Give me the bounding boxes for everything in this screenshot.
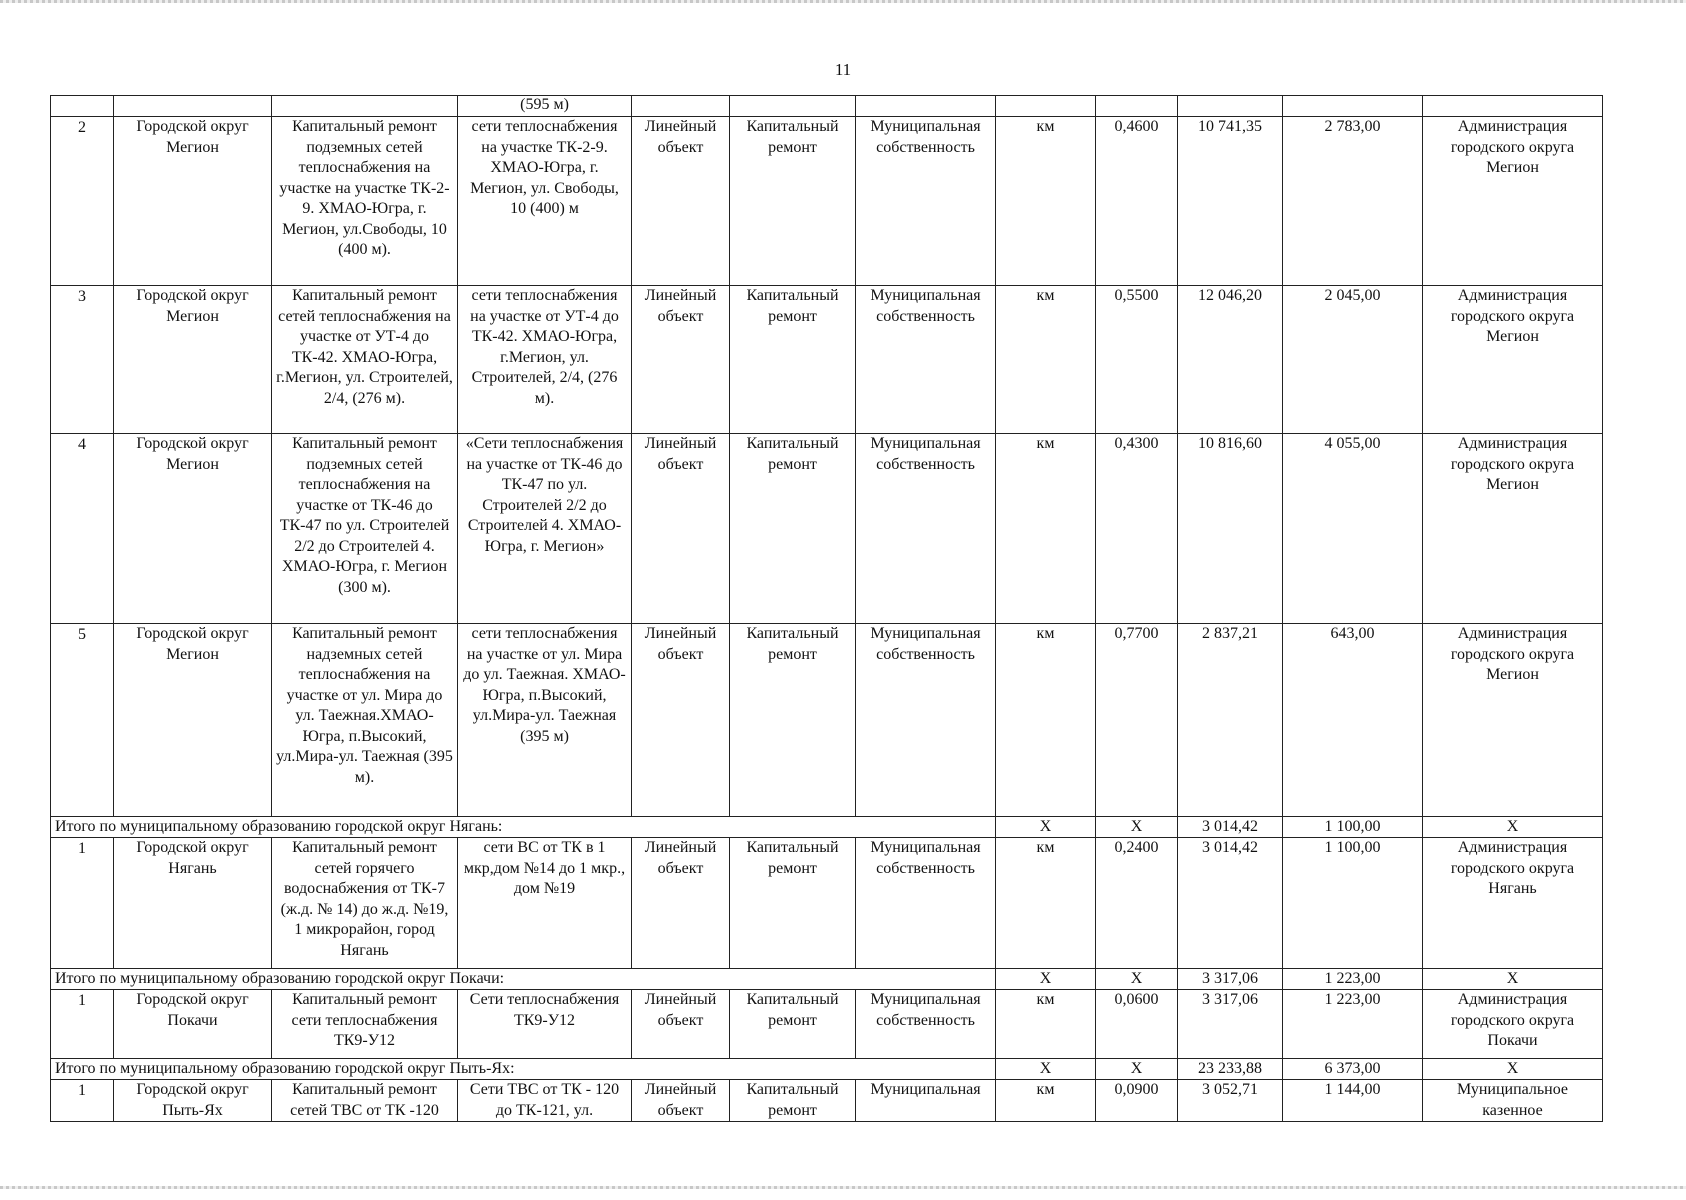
object-type-cell: Линейный объект (632, 434, 730, 624)
object-type-cell: Линейный объект (632, 990, 730, 1059)
work-cell: Капитальный ремонт подземных сетей теплоснабжения на участке от ТК-46 до ТК-47 по ул. Строителей 2/2 до Строителей 4. ХМАО-Югра, г. Мегион (300 м). (272, 434, 458, 624)
district-cell: Городской округ Мегион (114, 286, 272, 434)
table-row (51, 286, 1603, 434)
row-number: 3 (51, 286, 114, 434)
customer-cell: Муниципальное казенное (1423, 1080, 1603, 1122)
object-cell: сети теплоснабжения на участке ТК-2-9. ХМАО-Югра, г. Мегион, ул. Свободы, 10 (400) м (458, 117, 632, 286)
length-cell: 0,4300 (1096, 434, 1178, 624)
district-cell: Городской округ Покачи (114, 990, 272, 1059)
cost-cell: 3 014,42 (1178, 838, 1283, 969)
subtotal-amount: 1 223,00 (1283, 969, 1423, 990)
unit-cell: км (996, 1080, 1096, 1122)
cost-cell: 12 046,20 (1178, 286, 1283, 434)
subtotal-unit: Х (996, 1059, 1096, 1080)
scan-artifact-top (0, 0, 1686, 3)
work-cell: Капитальный ремонт подземных сетей теплоснабжения на участке на участке ТК-2-9. ХМАО-Югра, г. Мегион, ул.Свободы, 10 (400 м). (272, 117, 458, 286)
amount-cell: 4 055,00 (1283, 434, 1423, 624)
district-cell: Городской округ Мегион (114, 624, 272, 817)
subtotal-unit: Х (996, 817, 1096, 838)
amount-cell: 1 144,00 (1283, 1080, 1423, 1122)
district-cell: Городской округ Мегион (114, 117, 272, 286)
length-cell: 0,0900 (1096, 1080, 1178, 1122)
table-row-continuation (51, 96, 1603, 117)
work-type-cell: Капитальный ремонт (730, 990, 856, 1059)
table-row (51, 624, 1603, 817)
ownership-cell: Муниципальная собственность (856, 117, 996, 286)
work-type-cell: Капитальный ремонт (730, 434, 856, 624)
unit-cell: км (996, 117, 1096, 286)
ownership-cell: Муниципальная собственность (856, 434, 996, 624)
amount-cell: 2 045,00 (1283, 286, 1423, 434)
customer-cell: Администрация городского округа Покачи (1423, 990, 1603, 1059)
cost-cell: 10 741,35 (1178, 117, 1283, 286)
work-type-cell: Капитальный ремонт (730, 624, 856, 817)
row-number: 1 (51, 1080, 114, 1122)
subtotal-label: Итого по муниципальному образованию городской округ Покачи: (51, 969, 996, 990)
length-cell: 0,5500 (1096, 286, 1178, 434)
table-row (51, 117, 1603, 286)
object-cell: сети теплоснабжения на участке от ул. Мира до ул. Таежная. ХМАО-Югра, п.Высокий, ул.Мира-ул. Таежная (395 м) (458, 624, 632, 817)
row-number: 2 (51, 117, 114, 286)
subtotal-customer: Х (1423, 1059, 1603, 1080)
work-cell: Капитальный ремонт сетей ТВС от ТК -120 (272, 1080, 458, 1122)
subtotal-length: Х (1096, 817, 1178, 838)
amount-cell: 1 223,00 (1283, 990, 1423, 1059)
subtotal-amount: 1 100,00 (1283, 817, 1423, 838)
length-cell: 0,2400 (1096, 838, 1178, 969)
subtotal-length: Х (1096, 969, 1178, 990)
customer-cell: Администрация городского округа Мегион (1423, 286, 1603, 434)
row-number: 1 (51, 990, 114, 1059)
subtotal-cost: 3 317,06 (1178, 969, 1283, 990)
table-row (51, 434, 1603, 624)
unit-cell: км (996, 434, 1096, 624)
subtotal-label: Итого по муниципальному образованию городской округ Нягань: (51, 817, 996, 838)
object-type-cell: Линейный объект (632, 624, 730, 817)
district-cell: Городской округ Пыть-Ях (114, 1080, 272, 1122)
amount-cell: 2 783,00 (1283, 117, 1423, 286)
object-type-cell: Линейный объект (632, 1080, 730, 1122)
subtotal-row-pokachi (51, 969, 1603, 990)
object-cell: Сети ТВС от ТК - 120 до ТК-121, ул. (458, 1080, 632, 1122)
cost-cell: 2 837,21 (1178, 624, 1283, 817)
length-cell: 0,4600 (1096, 117, 1178, 286)
table-row (51, 990, 1603, 1059)
table-row (51, 1080, 1603, 1122)
subtotal-label: Итого по муниципальному образованию городской округ Пыть-Ях: (51, 1059, 996, 1080)
row-number: 5 (51, 624, 114, 817)
customer-cell: Администрация городского округа Нягань (1423, 838, 1603, 969)
unit-cell: км (996, 286, 1096, 434)
subtotal-row-pytyah (51, 1059, 1603, 1080)
object-cell: сети ВС от ТК в 1 мкр,дом №14 до 1 мкр., дом №19 (458, 838, 632, 969)
page-number: 11 (834, 60, 852, 79)
work-cell: Капитальный ремонт сетей теплоснабжения на участке от УТ-4 до ТК-42. ХМАО-Югра, г.Мегион, ул. Строителей, 2/4, (276 м). (272, 286, 458, 434)
work-type-cell: Капитальный ремонт (730, 838, 856, 969)
ownership-cell: Муниципальная собственность (856, 990, 996, 1059)
cost-cell: 3 317,06 (1178, 990, 1283, 1059)
subtotal-cost: 23 233,88 (1178, 1059, 1283, 1080)
object-cell: Сети теплоснабжения ТК9-У12 (458, 990, 632, 1059)
district-cell: Городской округ Нягань (114, 838, 272, 969)
unit-cell: км (996, 624, 1096, 817)
ownership-cell: Муниципальная собственность (856, 624, 996, 817)
object-cell: (595 м) (458, 96, 632, 117)
work-type-cell: Капитальный ремонт (730, 117, 856, 286)
cost-cell: 10 816,60 (1178, 434, 1283, 624)
amount-cell: 1 100,00 (1283, 838, 1423, 969)
work-type-cell: Капитальный ремонт (730, 1080, 856, 1122)
customer-cell: Администрация городского округа Мегион (1423, 624, 1603, 817)
object-type-cell: Линейный объект (632, 286, 730, 434)
work-cell: Капитальный ремонт надземных сетей теплоснабжения на участке от ул. Мира до ул. Таежная.ХМАО-Югра, п.Высокий, ул.Мира-ул. Таежная (395 м). (272, 624, 458, 817)
object-type-cell: Линейный объект (632, 117, 730, 286)
unit-cell: км (996, 990, 1096, 1059)
unit-cell: км (996, 838, 1096, 969)
subtotal-customer: Х (1423, 969, 1603, 990)
subtotal-cost: 3 014,42 (1178, 817, 1283, 838)
subtotal-unit: Х (996, 969, 1096, 990)
subtotal-customer: Х (1423, 817, 1603, 838)
subtotal-amount: 6 373,00 (1283, 1059, 1423, 1080)
ownership-cell: Муниципальная собственность (856, 286, 996, 434)
row-number: 4 (51, 434, 114, 624)
cost-cell: 3 052,71 (1178, 1080, 1283, 1122)
customer-cell: Администрация городского округа Мегион (1423, 434, 1603, 624)
ownership-cell: Муниципальная (856, 1080, 996, 1122)
table-row (51, 838, 1603, 969)
amount-cell: 643,00 (1283, 624, 1423, 817)
row-number: 1 (51, 838, 114, 969)
ownership-cell: Муниципальная собственность (856, 838, 996, 969)
length-cell: 0,7700 (1096, 624, 1178, 817)
work-cell: Капитальный ремонт сети теплоснабжения ТК9-У12 (272, 990, 458, 1059)
object-cell: сети теплоснабжения на участке от УТ-4 до ТК-42. ХМАО-Югра, г.Мегион, ул. Строителей, 2/4, (276 м). (458, 286, 632, 434)
program-table (50, 95, 1603, 1122)
object-type-cell: Линейный объект (632, 838, 730, 969)
object-cell: «Сети теплоснабжения на участке от ТК-46 до ТК-47 по ул. Строителей 2/2 до Строителей 4. ХМАО-Югра, г. Мегион» (458, 434, 632, 624)
work-type-cell: Капитальный ремонт (730, 286, 856, 434)
customer-cell: Администрация городского округа Мегион (1423, 117, 1603, 286)
work-cell: Капитальный ремонт сетей горячего водоснабжения от ТК-7 (ж.д. № 14) до ж.д. №19, 1 микрорайон, город Нягань (272, 838, 458, 969)
district-cell: Городской округ Мегион (114, 434, 272, 624)
scan-artifact-bottom (0, 1186, 1686, 1189)
length-cell: 0,0600 (1096, 990, 1178, 1059)
subtotal-length: Х (1096, 1059, 1178, 1080)
subtotal-row-nyagan (51, 817, 1603, 838)
